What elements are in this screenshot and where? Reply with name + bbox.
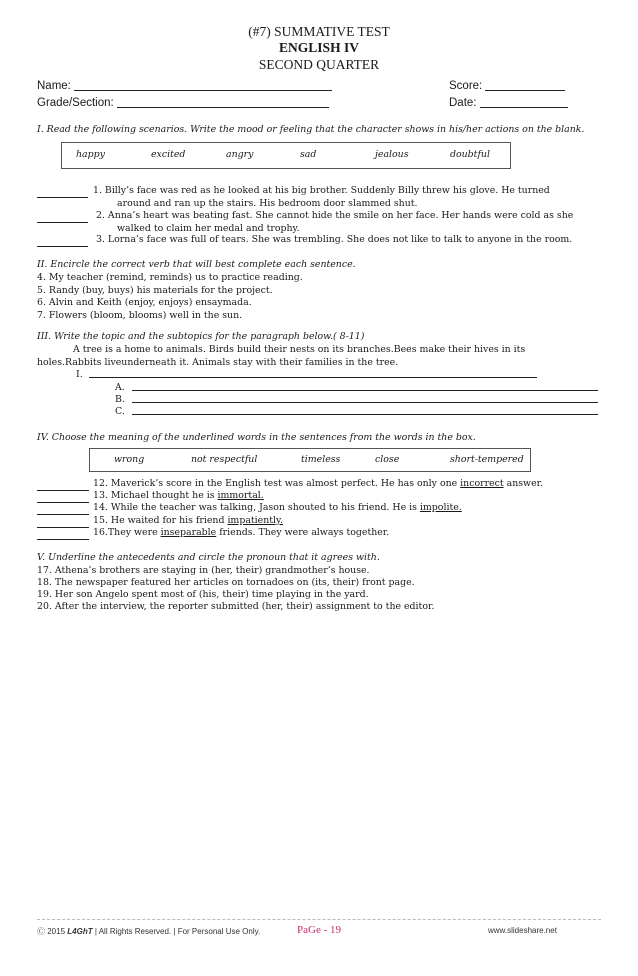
- item-12: 12. Maverick’s score in the English test was almost perfect. He has only one incorrect answer.: [93, 478, 544, 489]
- subtopic-a-line[interactable]: [132, 390, 598, 391]
- grade-section-label: Grade/Section:: [37, 97, 114, 109]
- answer-blank-16[interactable]: [37, 539, 89, 540]
- item-20[interactable]: 20. After the interview, the reporter submitted (her, their) assignment to the editor.: [37, 601, 435, 612]
- part4-instruction: IV. Choose the meaning of the underlined words in the sentences from the words in the box.: [37, 432, 476, 443]
- answer-blank-14[interactable]: [37, 514, 89, 515]
- topic-label: I.: [76, 369, 83, 380]
- option-not-respectful: not respectful: [191, 454, 258, 465]
- item-14: 14. While the teacher was talking, Jason shouted to his friend. He is impolite.: [93, 502, 462, 513]
- subtopic-a-label: A.: [115, 382, 125, 393]
- date-blank[interactable]: [480, 96, 568, 108]
- item-16: 16.They were inseparable friends. They were always together.: [93, 527, 390, 538]
- item-15: 15. He waited for his friend impatiently.: [93, 515, 284, 526]
- footer-copyright: [37, 926, 260, 937]
- item-6[interactable]: 6. Alvin and Keith (enjoy, enjoys) ensaymada.: [37, 297, 252, 308]
- part3-instruction: III. Write the topic and the subtopics for the paragraph below.( 8-11): [37, 331, 365, 342]
- part1-word-box: [61, 142, 511, 169]
- item-19[interactable]: 19. Her son Angelo spent most of (his, their) time playing in the yard.: [37, 589, 369, 600]
- option-jealous: jealous: [375, 149, 409, 160]
- option-short-tempered: short-tempered: [450, 454, 524, 465]
- answer-blank-13[interactable]: [37, 502, 89, 503]
- footer-rights: | All Rights Reserved. | For Personal Use Only.: [94, 927, 261, 936]
- item-4[interactable]: 4. My teacher (remind, reminds) us to practice reading.: [37, 272, 303, 283]
- option-angry: angry: [226, 149, 254, 160]
- topic-answer-line[interactable]: [89, 377, 537, 378]
- copyright-symbol: Ⓒ: [37, 927, 45, 936]
- grade-section-blank[interactable]: [117, 96, 329, 108]
- score-label: Score:: [449, 80, 483, 92]
- subtopic-b-line[interactable]: [132, 402, 598, 403]
- date-label: Date:: [449, 97, 477, 109]
- paragraph-line2: holes.Rabbits liveunderneath it. Animals stay with their families in the tree.: [37, 357, 399, 368]
- footer-website[interactable]: www.slideshare.net: [488, 926, 557, 935]
- option-timeless: timeless: [301, 454, 341, 465]
- subtopic-b-label: B.: [115, 394, 125, 405]
- name-blank[interactable]: [74, 79, 332, 91]
- subtopic-c-line[interactable]: [132, 414, 598, 415]
- test-title: (#7) SUMMATIVE TEST: [248, 24, 390, 39]
- underlined-word-15: impatiently.: [227, 515, 284, 526]
- item-7[interactable]: 7. Flowers (bloom, blooms) well in the sun.: [37, 310, 243, 321]
- underlined-word-13: immortal.: [217, 490, 264, 501]
- item-18[interactable]: 18. The newspaper featured her articles on tornadoes on (its, their) front page.: [37, 577, 415, 588]
- item-3-line1: 3. Lorna’s face was full of tears. She was trembling. She does not like to talk to anyone in the room.: [96, 234, 573, 245]
- option-happy: happy: [76, 149, 105, 160]
- footer-author: L4GhT: [67, 927, 93, 936]
- paragraph-line1: A tree is a home to animals. Birds build their nests on its branches.Bees make their hives in its: [73, 344, 526, 355]
- underlined-word-16: inseparable: [160, 527, 217, 538]
- test-subject: ENGLISH IV: [279, 40, 359, 55]
- part1-instruction: I. Read the following scenarios. Write the mood or feeling that the character shows in his/her actions on the blank.: [37, 124, 585, 135]
- subtopic-c-label: C.: [115, 406, 125, 417]
- date-field: [449, 96, 568, 109]
- answer-blank-12[interactable]: [37, 490, 89, 491]
- item-1-line1: 1. Billy’s face was red as he looked at his big brother. Suddenly Billy threw his glove. He turned: [93, 185, 550, 196]
- grade-section-field: [37, 96, 329, 109]
- item-5[interactable]: 5. Randy (buy, buys) his materials for the project.: [37, 285, 273, 296]
- score-blank[interactable]: [485, 79, 565, 91]
- footer-year: 2015: [47, 927, 66, 936]
- page-number: PaGe - 19: [297, 924, 341, 936]
- item-1-line2: around and ran up the stairs. His bedroom door slammed shut.: [117, 198, 418, 209]
- option-wrong: wrong: [114, 454, 145, 465]
- underlined-word-14: impolite.: [419, 502, 462, 513]
- answer-blank-15[interactable]: [37, 527, 89, 528]
- answer-blank-2[interactable]: [37, 222, 88, 223]
- name-label: Name:: [37, 80, 71, 92]
- option-doubtful: doubtful: [450, 149, 490, 160]
- answer-blank-1[interactable]: [37, 197, 88, 198]
- item-2-line2: walked to claim her medal and trophy.: [117, 223, 300, 234]
- option-close: close: [375, 454, 400, 465]
- item-17[interactable]: 17. Athena’s brothers are staying in (her, their) grandmother’s house.: [37, 565, 370, 576]
- underlined-word-12: incorrect: [460, 478, 504, 489]
- footer-divider: [37, 919, 601, 920]
- item-13: 13. Michael thought he is immortal.: [93, 490, 264, 501]
- option-sad: sad: [300, 149, 317, 160]
- score-field: [449, 79, 565, 92]
- part5-instruction: V. Underline the antecedents and circle the pronoun that it agrees with.: [37, 552, 380, 563]
- answer-blank-3[interactable]: [37, 246, 88, 247]
- option-excited: excited: [151, 149, 186, 160]
- part2-instruction: II. Encircle the correct verb that will best complete each sentence.: [37, 259, 356, 270]
- test-quarter: SECOND QUARTER: [258, 57, 380, 72]
- item-2-line1: 2. Anna’s heart was beating fast. She cannot hide the smile on her face. Her hands were cold as she: [96, 210, 574, 221]
- name-field: [37, 79, 332, 92]
